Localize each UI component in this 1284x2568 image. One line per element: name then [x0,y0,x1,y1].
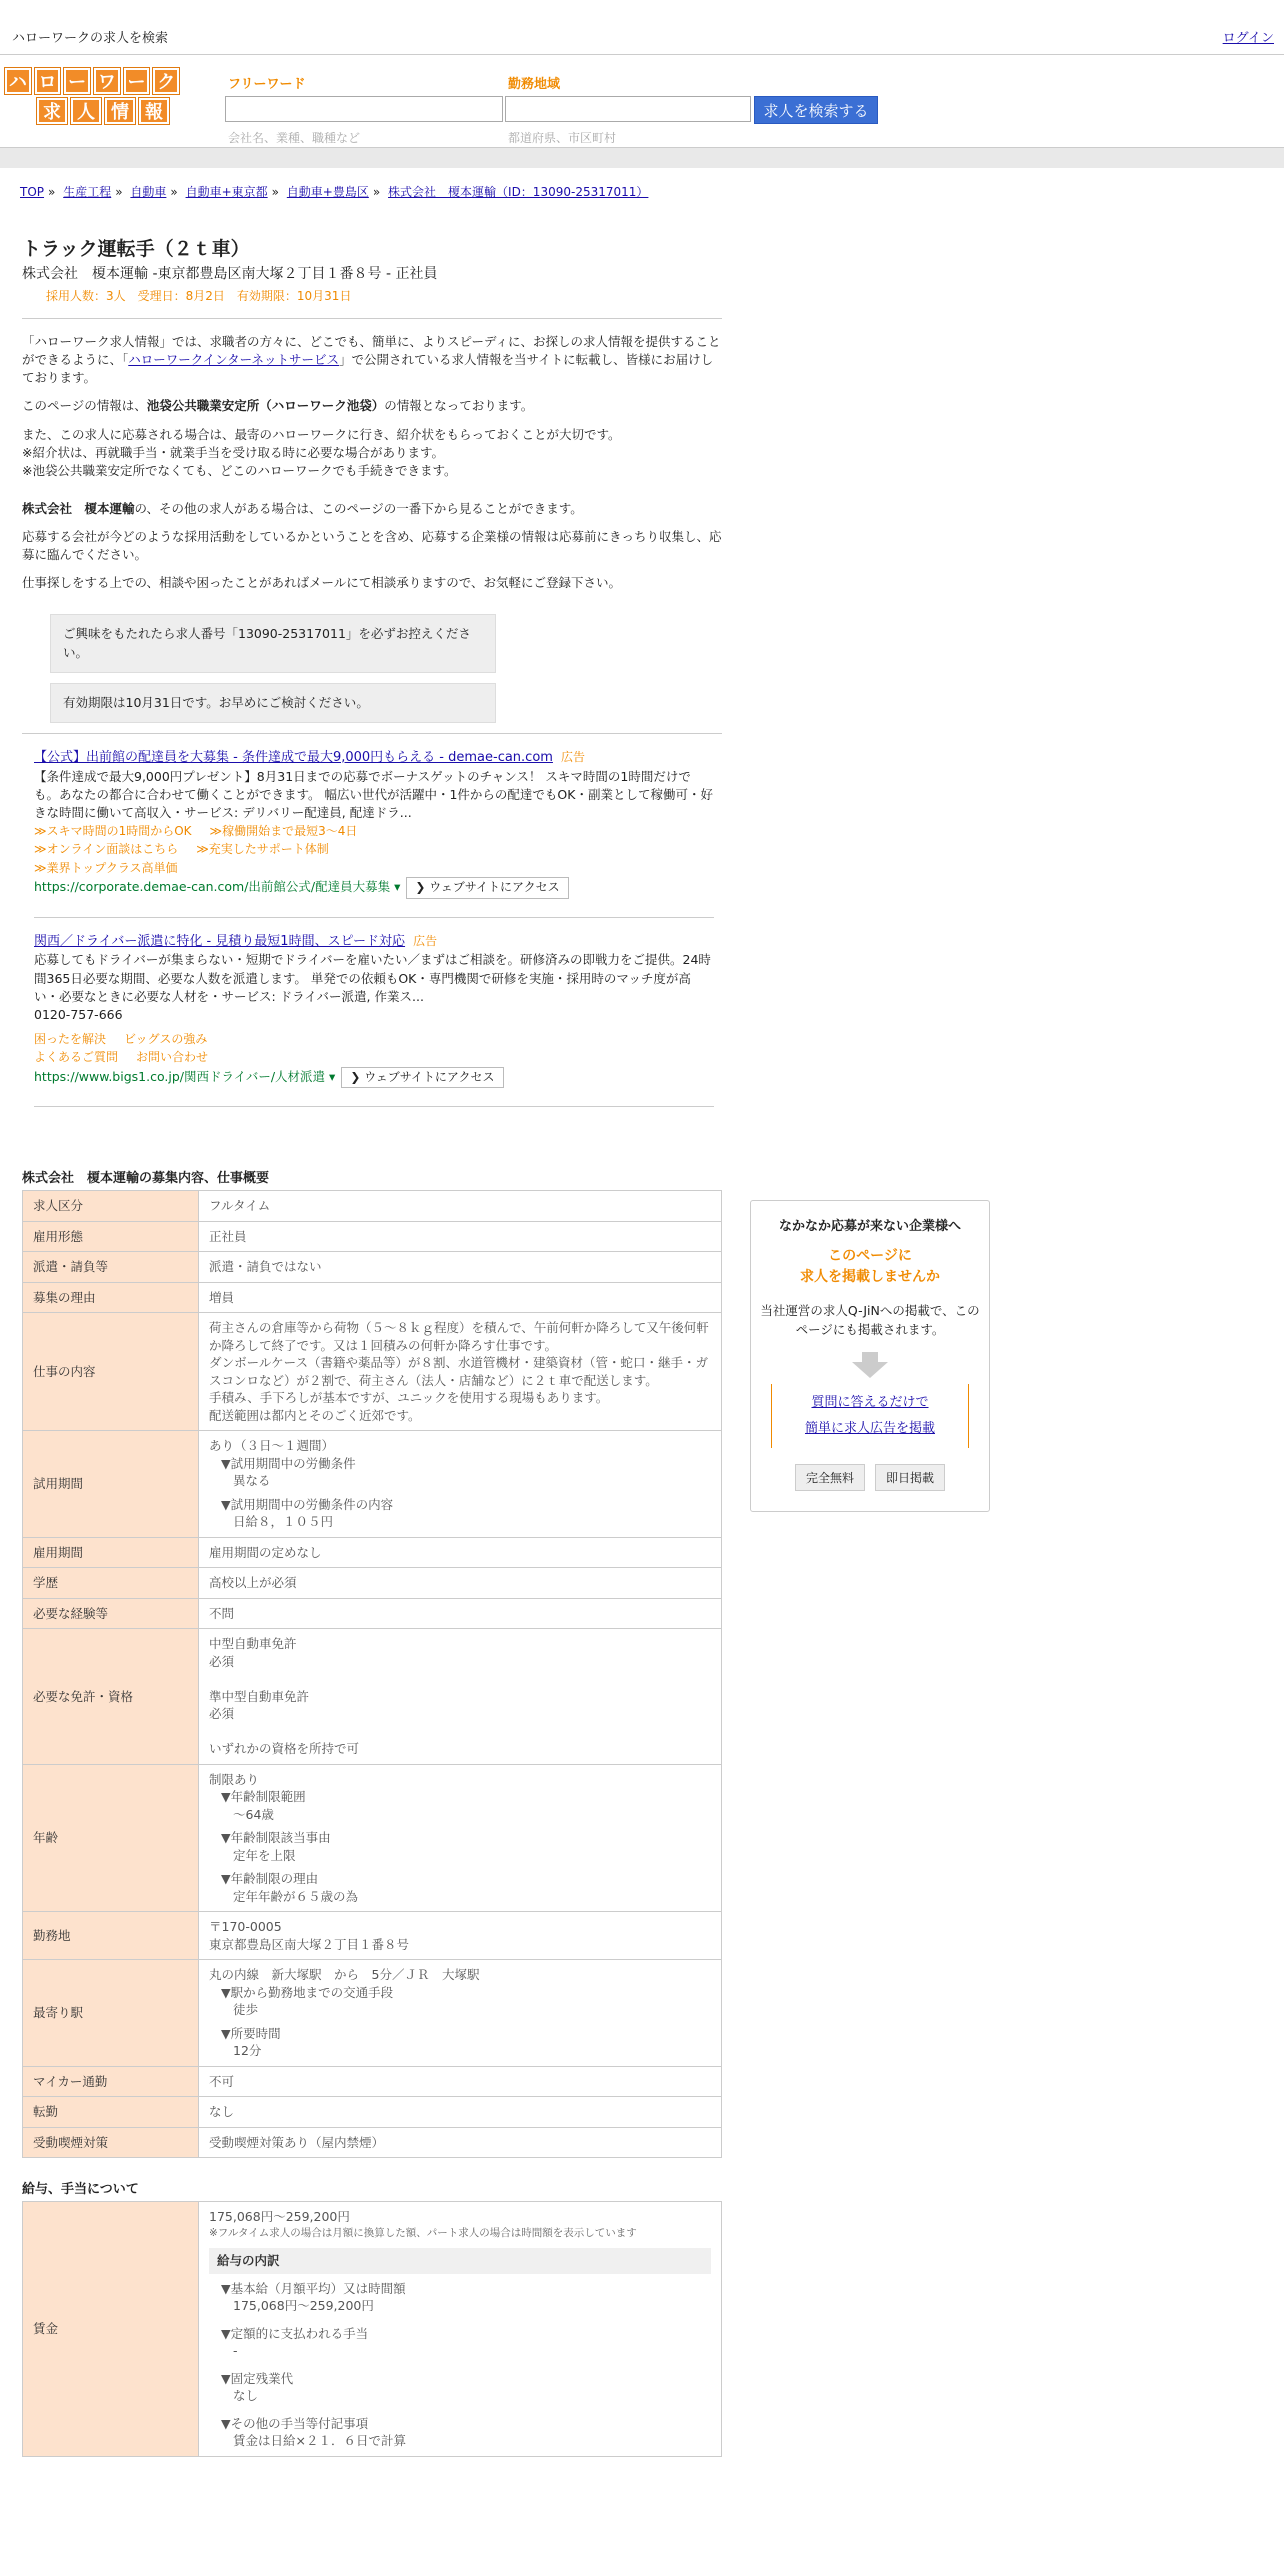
table-key: 学歴 [23,1568,199,1599]
table-key: 必要な免許・資格 [23,1629,199,1765]
table-value-line: ダンボールケース（書籍や薬品等）が８割、水道管機材・建築資材（管・蛇口・継手・ガスコンロなど）が２割で、荷主さん（法人・店舗など）に２ｔ車で配送します。 [209,1355,709,1388]
breadcrumb-company[interactable]: 株式会社 榎本運輸（ID：13090-25317011） [388,185,649,199]
table-value-line: 雇用期間の定めなし [209,1544,322,1560]
dropdown-icon[interactable]: ▾ [394,879,401,895]
table-key: 最寄り駅 [23,1960,199,2067]
table-value [199,2127,722,2158]
table-value-line: ▼年齢制限の理由 [221,1871,319,1887]
area-hint: 都道府県、市区町村 [508,131,617,145]
visit-website-button[interactable]: ❯ ウェブサイトにアクセス [341,1067,503,1088]
table-key: 派遣・請負等 [23,1252,199,1283]
login-link[interactable]: ログイン [1222,31,1274,46]
table-key: 雇用期間 [23,1537,199,1568]
table-value-line: ▼年齢制限該当事由 [221,1830,331,1846]
table-key: 募集の理由 [23,1282,199,1313]
table-value-line: フルタイム [209,1198,271,1214]
salary-section-title: 給与、手当について [22,2182,139,2198]
table-row [23,1191,722,1222]
salary-range: 175,068円〜259,200円 [209,2209,350,2225]
ad-url[interactable]: https://corporate.demae-can.com/出前館公式/配達員大募集 [34,879,391,895]
salary-table [22,2201,722,2457]
ad-tag: 広告 [413,933,438,948]
ad-title-link[interactable]: 【公式】出前館の配達員を大募集 - 条件達成で最大9,000円もらえる - demae-can.com [34,749,553,765]
job-number-note: ご興味をもたれたら求人番号「13090-25317011」を必ずお控えください。 [50,614,496,672]
table-row [23,1282,722,1313]
table-value-line: なし [209,2104,235,2120]
table-row [23,1313,722,1431]
promo-link-post-ad[interactable]: 簡単に求人広告を掲載 [804,1420,935,1436]
table-value [199,2097,722,2128]
breadcrumb-prefecture[interactable]: 自動車+東京都 [185,185,268,199]
table-value-line: 配送範囲は都内とそのごく近郊です。 [209,1407,421,1423]
freeword-hint: 会社名、業種、職種など [228,131,361,145]
table-row [23,2066,722,2097]
table-value-line: 定年を上限 [233,1847,296,1863]
table-value-line: 必須 [209,1706,235,1722]
table-value [199,1960,722,2067]
table-row [23,2127,722,2158]
table-key: 必要な経験等 [23,1598,199,1629]
table-value-line [209,1670,711,1688]
ad-sitelink[interactable]: ≫スキマ時間の1時間からOK [34,823,192,838]
search-button[interactable]: 求人を検索する [754,96,878,124]
ad-sitelink[interactable]: ≫オンライン面談はこちら [34,842,179,857]
table-row [23,1912,722,1960]
table-value-line: 徒歩 [233,2002,259,2018]
table-value [199,1764,722,1912]
freeword-label: フリーワード [228,77,306,92]
divider [34,1106,714,1107]
ad-sitelink[interactable]: 困ったを解決 [34,1031,107,1046]
table-row [23,1537,722,1568]
table-key: 求人区分 [23,1191,199,1222]
promo-description: 当社運営の求人Q-JiNへの掲載で、このページにも掲載されます。 [760,1303,980,1337]
promo-links-box [771,1384,969,1448]
table-row [23,1252,722,1283]
same-day-badge[interactable]: 即日掲載 [875,1464,945,1491]
breadcrumb: TOP » 生産工程 » 自動車 » 自動車+東京都 » 自動車+豊島区 » 株式会社 榎本運輸（ID：13090-25317011） [20,185,649,199]
table-key: 年齢 [23,1764,199,1912]
ad-sitelink[interactable]: ≫稼働開始まで最短3～4日 [209,823,358,838]
job-details-section [22,1167,722,2158]
table-row [23,1764,722,1912]
table-value-line: 12分 [233,2043,262,2059]
dropdown-icon[interactable]: ▾ [329,1068,336,1084]
job-title: トラック運転手（２ｔ車） [22,238,250,260]
freeword-input[interactable] [225,96,503,122]
table-value-line: 日給８，１０５円 [233,1514,334,1530]
ad-sitelink[interactable]: ≫充実したサポート体制 [196,842,329,857]
table-value-line: 定年年齢が６５歳の為 [233,1888,359,1904]
down-arrow-icon [852,1352,888,1378]
table-value-line: 異なる [233,1473,271,1489]
ad-sitelinks [34,822,714,877]
table-value-line: ▼試用期間中の労働条件の内容 [221,1496,394,1512]
area-input[interactable] [505,96,751,122]
ad-sitelink[interactable]: ≫業界トップクラス高単価 [34,860,178,875]
intro-paragraph-3: また、この求人に応募される場合は、最寄のハローワークに行き、紹介状をもらっておくことが大切です。 ※紹介状は、再就職手当・就業手当を受け取る時に必要な場合があります。 ※池袋公共職業安定所でなくても、どこのハローワークでも手続きできます。 [22,426,621,478]
table-value [199,2202,722,2457]
ad-block [34,748,714,918]
intro-paragraph-6: 仕事探しをする上での、相談や困ったことがあればメールにて相談承りますので、お気軽にご登録下さい。 [22,575,622,591]
table-value-line: 正社員 [209,1228,247,1244]
divider [22,318,722,319]
table-value [199,1282,722,1313]
header-divider-bar [0,148,1284,168]
details-section-title: 株式会社 榎本運輸の募集内容、仕事概要 [22,1171,270,1187]
salary-item: - [233,2343,238,2359]
table-value-line: いずれかの資格を所持で可 [209,1741,360,1757]
divider [22,733,722,734]
table-value-line: 必須 [209,1653,235,1669]
table-value-line: 準中型自動車免許 [209,1688,310,1704]
table-value-line: 制限あり [209,1771,260,1787]
intro-paragraph-5: 応募する会社が今どのような採用活動をしているかということを含め、応募する企業様の情報は応募前にきっちり収集し、応募に臨んでください。 [22,529,722,563]
table-value-line: ▼年齢制限範囲 [221,1789,306,1805]
breadcrumb-top[interactable]: TOP [20,185,45,199]
divider [34,917,714,918]
table-value-line: ▼試用期間中の労働条件 [221,1455,356,1471]
table-value [199,1537,722,1568]
site-tagline: ハローワークの求人を検索 [12,31,169,46]
table-value-line: 不問 [209,1605,235,1621]
table-row [23,1960,722,2067]
visit-website-button[interactable]: ❯ ウェブサイトにアクセス [406,877,568,898]
breadcrumb-ward[interactable]: 自動車+豊島区 [286,185,369,199]
table-value [199,2066,722,2097]
salary-item: ▼固定残業代 [221,2370,294,2386]
logo-row-1: ハ ロ ー ワ ー ク [4,67,180,95]
table-value [199,1191,722,1222]
intro-paragraph-4: 株式会社 榎本運輸の、その他の求人がある場合は、このページの一番下から見ることができます。 [22,500,583,516]
breadcrumb-category[interactable]: 生産工程 [63,185,112,199]
table-value-line: 受動喫煙対策あり（屋内禁煙） [209,2134,385,2150]
table-value-line: ▼所要時間 [221,2025,281,2041]
table-value-line: 手積み、手下ろしが基本ですが、ユニックを使用する現場もあります。 [209,1390,609,1406]
table-value [199,1912,722,1960]
salary-item: なし [233,2388,259,2404]
ad-sitelink[interactable]: よくあるご質問 [34,1050,119,1065]
area-label: 勤務地域 [508,77,561,92]
table-value-line: 高校以上が必須 [209,1575,297,1591]
job-subtitle: 株式会社 榎本運輸 -東京都豊島区南大塚２丁目１番８号 - 正社員 [22,266,438,282]
free-badge[interactable]: 完全無料 [795,1464,865,1491]
table-value-line: 丸の内線 新大塚駅 から 5分／ＪＲ 大塚駅 [209,1967,480,1983]
salary-breakdown-title: 給与の内訳 [209,2248,711,2274]
table-key: 勤務地 [23,1912,199,1960]
ad-sitelink[interactable]: お問い合わせ [136,1050,209,1065]
ad-block [34,932,714,1108]
ad-body: 【条件達成で最大9,000円プレゼント】8月31日までの応募でボーナスゲットのチャンス！ スキマ時間の1時間だけでも。あなたの都合に合わせて働くことができます。 幅広い世代が活躍中・1件からの配達でもOK・副業として稼働可・好きな時間に働いて高収入・サービス: デリバリー配達員, 配達ドラ... [34,768,713,820]
salary-item: 賃金は日給×２１．６日で計算 [233,2433,406,2449]
ad-body: 応募してもドライバーが集まらない・短期でドライバーを雇いたい／まずはご相談を。研修済みの即戦力をご提供。24時間365日必要な期間、必要な人数を派遣します。 単発での依頼もOK・専門機関で研修を実施・採用時のマッチ度が高い・必要なときに必要な人材を・サービス: ドライバー派遣, 作業ス... [34,952,711,1004]
table-key: 仕事の内容 [23,1313,199,1431]
site-logo[interactable] [4,67,180,123]
table-value-line: ～64歳 [233,1806,274,1822]
table-key: 転勤 [23,2097,199,2128]
ad-tag: 広告 [560,749,585,764]
salary-item: ▼定額的に支払われる手当 [221,2325,369,2341]
table-value-line: 派遣・請負ではない [209,1259,322,1275]
ad-title-link[interactable]: 関西／ドライバー派遣に特化 - 見積り最短1時間、スピード対応 [34,933,406,949]
table-key: マイカー通勤 [23,2066,199,2097]
table-row [23,1431,722,1538]
table-row [23,1221,722,1252]
table-value-line: ▼駅から勤務地までの交通手段 [221,1984,394,2000]
table-value-line: 不可 [209,2073,235,2089]
main-content [22,230,722,2457]
sidebar-promo [750,1200,990,1512]
table-value [199,1252,722,1283]
intro-paragraph-1: 「ハローワーク求人情報」では、求職者の方々に、どこでも、簡単に、よりスピーディに、お探しの求人情報を提供することができるように、「ハローワークインターネットサービス」で公開されている求人情報を当サイトに転載し、皆様にお届けしております。 [22,334,721,386]
job-meta: 採用人数：3人 受理日：8月2日 有効期限：10月31日 [46,289,352,303]
table-value-line [209,1723,711,1741]
ad-url[interactable]: https://www.bigs1.co.jp/関西ドライバー/人材派遣 [34,1068,326,1084]
table-value [199,1568,722,1599]
promo-offer: このページに 求人を掲載しませんか [800,1248,940,1285]
table-value-line: 〒170-0005 [209,1919,282,1935]
salary-item: ▼基本給（月額平均）又は時間額 [221,2280,406,2296]
ad-sitelink[interactable]: ビッグスの強み [124,1031,208,1046]
table-value [199,1598,722,1629]
table-row [23,2202,722,2457]
top-bar [0,0,1284,55]
breadcrumb-subcategory[interactable]: 自動車 [130,185,167,199]
table-value-line: 東京都豊島区南大塚２丁目１番８号 [209,1936,410,1952]
table-row [23,1568,722,1599]
table-value [199,1221,722,1252]
promo-link-questions[interactable]: 質問に答えるだけで [811,1394,929,1410]
promo-badges [757,1464,983,1491]
table-value-line: 増員 [209,1289,235,1305]
table-key: 受動喫煙対策 [23,2127,199,2158]
table-key: 試用期間 [23,1431,199,1538]
table-value-line: 荷主さんの倉庫等から荷物（５～８ｋｇ程度）を積んで、午前何軒か降ろして又午後何軒か降ろして終了です。又は１回積みの何軒か降ろす仕事です。 [209,1320,709,1353]
deadline-note: 有効期限は10月31日です。お早めにご検討ください。 [50,683,496,723]
table-key: 雇用形態 [23,1221,199,1252]
ad-sitelinks [34,1030,714,1067]
intro-paragraph-2: このページの情報は、池袋公共職業安定所（ハローワーク池袋）の情報となっております。 [22,398,534,414]
table-value [199,1431,722,1538]
table-row [23,1598,722,1629]
table-key: 賃金 [23,2202,199,2457]
logo-row-2: 求 人 情 報 [36,97,180,125]
table-value-line: 中型自動車免許 [209,1636,297,1652]
salary-section [22,2178,722,2457]
job-details-table [22,1190,722,2158]
salary-note: ※フルタイム求人の場合は月額に換算した額、パート求人の場合は時間額を表示しています [209,2226,637,2239]
table-value [199,1313,722,1431]
table-row [23,1629,722,1765]
hellowork-internet-link[interactable]: ハローワークインターネットサービス [128,352,340,368]
salary-item: 175,068円〜259,200円 [233,2298,374,2314]
promo-heading: なかなか応募が来ない企業様へ [778,1219,961,1234]
table-value [199,1629,722,1765]
table-value-line: あり（３日～１週間） [209,1438,335,1454]
table-row [23,2097,722,2128]
ad-phone[interactable]: 0120-757-666 [34,1006,123,1022]
salary-item: ▼その他の手当等付記事項 [221,2415,369,2431]
